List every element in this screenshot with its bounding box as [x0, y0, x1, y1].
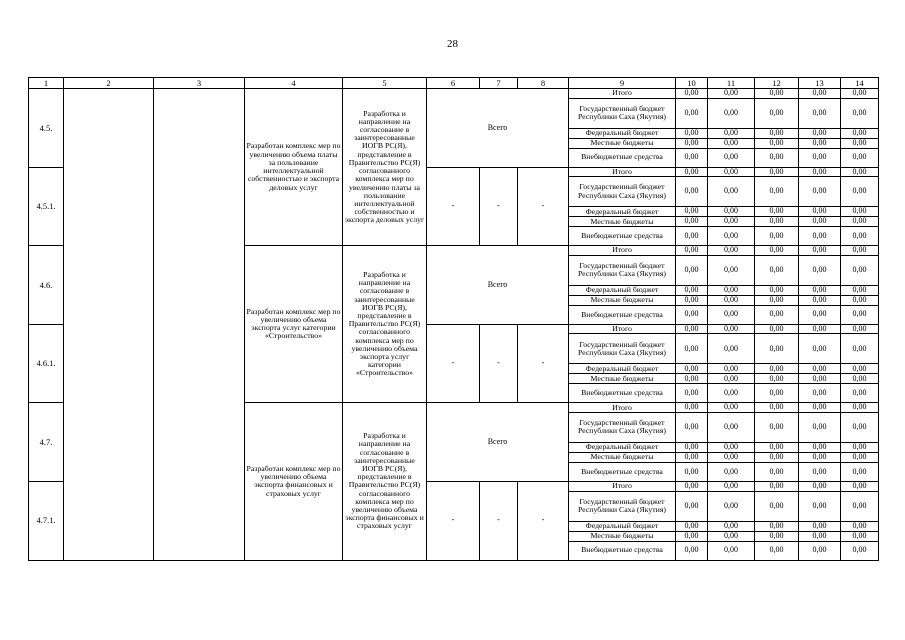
amount-cell: 0,00 [676, 374, 708, 384]
amount-cell: 0,00 [755, 167, 799, 177]
column-header: 4 [245, 78, 343, 89]
amount-cell: 0,00 [841, 541, 879, 560]
amount-cell: 0,00 [841, 148, 879, 167]
column-header: 12 [755, 78, 799, 89]
funding-source: Местные бюджеты [569, 531, 676, 541]
amount-cell: 0,00 [755, 452, 799, 462]
amount-cell: 0,00 [755, 521, 799, 531]
amount-cell: 0,00 [841, 255, 879, 285]
amount-cell: 0,00 [755, 374, 799, 384]
column-header: 13 [799, 78, 841, 89]
amount-cell: 0,00 [676, 541, 708, 560]
amount-cell: 0,00 [799, 462, 841, 481]
empty-cell [154, 89, 245, 561]
amount-cell: 0,00 [676, 98, 708, 128]
funding-source: Федеральный бюджет [569, 364, 676, 374]
amount-cell: 0,00 [841, 403, 879, 413]
activity-text: Разработка и направление на согласование в заинтересованные ИОГВ РС(Я), представление в Правительство РС(Я) согласованного комплекса мер по увеличению объема экспорта услуг категории «Строительство» [343, 246, 427, 403]
amount-cell: 0,00 [841, 442, 879, 452]
amount-cell: 0,00 [676, 364, 708, 374]
column-header: 10 [676, 78, 708, 89]
amount-cell: 0,00 [676, 167, 708, 177]
amount-cell: 0,00 [755, 531, 799, 541]
amount-cell: 0,00 [708, 452, 755, 462]
amount-cell: 0,00 [799, 227, 841, 246]
amount-cell: 0,00 [799, 521, 841, 531]
amount-cell: 0,00 [676, 521, 708, 531]
amount-cell: 0,00 [708, 217, 755, 227]
amount-cell: 0,00 [708, 255, 755, 285]
amount-cell: 0,00 [676, 207, 708, 217]
amount-cell: 0,00 [799, 384, 841, 403]
amount-cell: 0,00 [676, 491, 708, 521]
amount-cell: 0,00 [841, 521, 879, 531]
funding-source: Федеральный бюджет [569, 521, 676, 531]
amount-cell: 0,00 [799, 217, 841, 227]
funding-source: Местные бюджеты [569, 217, 676, 227]
funding-source: Итого [569, 246, 676, 256]
amount-cell: 0,00 [676, 531, 708, 541]
amount-cell: 0,00 [755, 295, 799, 305]
amount-cell: 0,00 [799, 412, 841, 442]
amount-cell: 0,00 [708, 285, 755, 295]
amount-cell: 0,00 [799, 285, 841, 295]
amount-cell: 0,00 [708, 148, 755, 167]
amount-cell: 0,00 [676, 217, 708, 227]
amount-cell: 0,00 [799, 541, 841, 560]
amount-cell: 0,00 [676, 412, 708, 442]
amount-cell: 0,00 [841, 452, 879, 462]
amount-cell: 0,00 [755, 177, 799, 207]
amount-cell: 0,00 [676, 255, 708, 285]
dash-cell: - [427, 481, 480, 560]
funding-source: Внебюджетные средства [569, 384, 676, 403]
total-label: Всего [427, 403, 569, 482]
table-row [29, 89, 879, 99]
amount-cell: 0,00 [755, 384, 799, 403]
amount-cell: 0,00 [755, 491, 799, 521]
amount-cell: 0,00 [841, 481, 879, 491]
amount-cell: 0,00 [799, 167, 841, 177]
funding-source: Внебюджетные средства [569, 462, 676, 481]
dash-cell: - [518, 167, 569, 246]
amount-cell: 0,00 [799, 148, 841, 167]
funding-source: Местные бюджеты [569, 295, 676, 305]
column-header: 3 [154, 78, 245, 89]
amount-cell: 0,00 [708, 138, 755, 148]
amount-cell: 0,00 [676, 177, 708, 207]
amount-cell: 0,00 [799, 295, 841, 305]
dash-cell: - [518, 324, 569, 403]
amount-cell: 0,00 [708, 98, 755, 128]
funding-source: Итого [569, 89, 676, 99]
amount-cell: 0,00 [841, 246, 879, 256]
amount-cell: 0,00 [841, 334, 879, 364]
dash-cell: - [480, 481, 518, 560]
amount-cell: 0,00 [755, 128, 799, 138]
funding-source: Местные бюджеты [569, 138, 676, 148]
amount-cell: 0,00 [708, 531, 755, 541]
amount-cell: 0,00 [799, 364, 841, 374]
amount-cell: 0,00 [708, 207, 755, 217]
amount-cell: 0,00 [755, 334, 799, 364]
amount-cell: 0,00 [708, 167, 755, 177]
amount-cell: 0,00 [676, 295, 708, 305]
amount-cell: 0,00 [755, 481, 799, 491]
amount-cell: 0,00 [708, 442, 755, 452]
funding-source: Государственный бюджет Республики Саха (Якутия) [569, 177, 676, 207]
amount-cell: 0,00 [841, 98, 879, 128]
funding-source: Федеральный бюджет [569, 442, 676, 452]
amount-cell: 0,00 [755, 148, 799, 167]
amount-cell: 0,00 [708, 481, 755, 491]
amount-cell: 0,00 [676, 305, 708, 324]
total-label: Всего [427, 246, 569, 325]
amount-cell: 0,00 [841, 412, 879, 442]
budget-table [28, 77, 879, 561]
amount-cell: 0,00 [676, 227, 708, 246]
amount-cell: 0,00 [841, 89, 879, 99]
amount-cell: 0,00 [708, 334, 755, 364]
amount-cell: 0,00 [676, 462, 708, 481]
amount-cell: 0,00 [755, 285, 799, 295]
funding-source: Государственный бюджет Республики Саха (Якутия) [569, 491, 676, 521]
measure-text: Разработан комплекс мер по увеличению объема экспорта услуг категории «Строительство» [245, 246, 343, 403]
amount-cell: 0,00 [676, 324, 708, 334]
funding-source: Федеральный бюджет [569, 207, 676, 217]
amount-cell: 0,00 [708, 364, 755, 374]
column-header: 1 [29, 78, 64, 89]
amount-cell: 0,00 [841, 491, 879, 521]
amount-cell: 0,00 [841, 207, 879, 217]
total-label: Всего [427, 89, 569, 168]
amount-cell: 0,00 [841, 305, 879, 324]
amount-cell: 0,00 [755, 324, 799, 334]
amount-cell: 0,00 [799, 305, 841, 324]
amount-cell: 0,00 [841, 531, 879, 541]
amount-cell: 0,00 [799, 324, 841, 334]
amount-cell: 0,00 [755, 246, 799, 256]
column-header: 2 [64, 78, 154, 89]
amount-cell: 0,00 [676, 246, 708, 256]
amount-cell: 0,00 [708, 246, 755, 256]
amount-cell: 0,00 [676, 384, 708, 403]
amount-cell: 0,00 [676, 481, 708, 491]
funding-source: Федеральный бюджет [569, 128, 676, 138]
dash-cell: - [427, 167, 480, 246]
amount-cell: 0,00 [676, 403, 708, 413]
item-code: 4.7.1. [29, 481, 64, 560]
amount-cell: 0,00 [841, 128, 879, 138]
amount-cell: 0,00 [799, 531, 841, 541]
amount-cell: 0,00 [841, 177, 879, 207]
dash-cell: - [427, 324, 480, 403]
amount-cell: 0,00 [841, 374, 879, 384]
amount-cell: 0,00 [841, 167, 879, 177]
amount-cell: 0,00 [799, 255, 841, 285]
funding-source: Итого [569, 403, 676, 413]
amount-cell: 0,00 [708, 128, 755, 138]
column-number-row [29, 78, 879, 89]
amount-cell: 0,00 [708, 305, 755, 324]
amount-cell: 0,00 [708, 324, 755, 334]
funding-source: Государственный бюджет Республики Саха (Якутия) [569, 255, 676, 285]
column-header: 14 [841, 78, 879, 89]
amount-cell: 0,00 [676, 128, 708, 138]
amount-cell: 0,00 [799, 334, 841, 364]
amount-cell: 0,00 [708, 412, 755, 442]
amount-cell: 0,00 [799, 98, 841, 128]
amount-cell: 0,00 [799, 442, 841, 452]
amount-cell: 0,00 [799, 491, 841, 521]
item-code: 4.6.1. [29, 324, 64, 403]
amount-cell: 0,00 [676, 138, 708, 148]
funding-source: Местные бюджеты [569, 374, 676, 384]
amount-cell: 0,00 [676, 89, 708, 99]
funding-source: Итого [569, 167, 676, 177]
amount-cell: 0,00 [708, 541, 755, 560]
amount-cell: 0,00 [708, 403, 755, 413]
activity-text: Разработка и направление на согласование в заинтересованные ИОГВ РС(Я), представление в Правительство РС(Я) согласованного комплекса мер по увеличению объема экспорта финансовых и страховых услуг [343, 403, 427, 560]
amount-cell: 0,00 [755, 255, 799, 285]
item-code: 4.5.1. [29, 167, 64, 246]
funding-source: Государственный бюджет Республики Саха (Якутия) [569, 98, 676, 128]
measure-text: Разработан комплекс мер по увеличению объема платы за пользование интеллектуальной собственностью и экспорта деловых услуг [245, 89, 343, 246]
funding-source: Внебюджетные средства [569, 148, 676, 167]
funding-source: Итого [569, 481, 676, 491]
amount-cell: 0,00 [708, 491, 755, 521]
amount-cell: 0,00 [755, 98, 799, 128]
column-header: 7 [480, 78, 518, 89]
amount-cell: 0,00 [676, 285, 708, 295]
measure-text: Разработан комплекс мер по увеличению объема экспорта финансовых и страховых услуг [245, 403, 343, 560]
item-code: 4.5. [29, 89, 64, 168]
amount-cell: 0,00 [799, 374, 841, 384]
empty-cell [64, 89, 154, 561]
page-number: 28 [447, 38, 458, 50]
amount-cell: 0,00 [755, 89, 799, 99]
amount-cell: 0,00 [676, 452, 708, 462]
dash-cell: - [480, 167, 518, 246]
column-header: 9 [569, 78, 676, 89]
amount-cell: 0,00 [708, 89, 755, 99]
amount-cell: 0,00 [708, 462, 755, 481]
amount-cell: 0,00 [841, 285, 879, 295]
amount-cell: 0,00 [755, 442, 799, 452]
item-code: 4.7. [29, 403, 64, 482]
amount-cell: 0,00 [799, 481, 841, 491]
amount-cell: 0,00 [676, 334, 708, 364]
amount-cell: 0,00 [841, 364, 879, 374]
amount-cell: 0,00 [755, 227, 799, 246]
amount-cell: 0,00 [799, 128, 841, 138]
amount-cell: 0,00 [755, 541, 799, 560]
amount-cell: 0,00 [799, 138, 841, 148]
funding-source: Федеральный бюджет [569, 285, 676, 295]
amount-cell: 0,00 [708, 295, 755, 305]
column-header: 8 [518, 78, 569, 89]
amount-cell: 0,00 [841, 324, 879, 334]
amount-cell: 0,00 [755, 207, 799, 217]
amount-cell: 0,00 [708, 227, 755, 246]
amount-cell: 0,00 [841, 138, 879, 148]
amount-cell: 0,00 [841, 227, 879, 246]
dash-cell: - [480, 324, 518, 403]
amount-cell: 0,00 [755, 462, 799, 481]
funding-source: Внебюджетные средства [569, 305, 676, 324]
amount-cell: 0,00 [676, 442, 708, 452]
column-header: 5 [343, 78, 427, 89]
funding-source: Итого [569, 324, 676, 334]
funding-source: Государственный бюджет Республики Саха (Якутия) [569, 412, 676, 442]
funding-source: Местные бюджеты [569, 452, 676, 462]
amount-cell: 0,00 [708, 384, 755, 403]
amount-cell: 0,00 [799, 452, 841, 462]
activity-text: Разработка и направление на согласование в заинтересованные ИОГВ РС(Я), представление в Правительство РС(Я) согласованного комплекса мер по увеличению платы за пользование интеллектуальной собственностью и экспорта деловых услуг [343, 89, 427, 246]
amount-cell: 0,00 [799, 207, 841, 217]
amount-cell: 0,00 [841, 462, 879, 481]
amount-cell: 0,00 [755, 412, 799, 442]
funding-source: Государственный бюджет Республики Саха (Якутия) [569, 334, 676, 364]
amount-cell: 0,00 [755, 305, 799, 324]
amount-cell: 0,00 [676, 148, 708, 167]
amount-cell: 0,00 [799, 89, 841, 99]
funding-source: Внебюджетные средства [569, 227, 676, 246]
amount-cell: 0,00 [799, 177, 841, 207]
column-header: 11 [708, 78, 755, 89]
funding-source: Внебюджетные средства [569, 541, 676, 560]
amount-cell: 0,00 [708, 177, 755, 207]
dash-cell: - [518, 481, 569, 560]
amount-cell: 0,00 [841, 384, 879, 403]
column-header: 6 [427, 78, 480, 89]
amount-cell: 0,00 [841, 217, 879, 227]
amount-cell: 0,00 [755, 403, 799, 413]
amount-cell: 0,00 [755, 217, 799, 227]
amount-cell: 0,00 [708, 374, 755, 384]
item-code: 4.6. [29, 246, 64, 325]
amount-cell: 0,00 [799, 246, 841, 256]
amount-cell: 0,00 [755, 138, 799, 148]
amount-cell: 0,00 [799, 403, 841, 413]
amount-cell: 0,00 [755, 364, 799, 374]
amount-cell: 0,00 [841, 295, 879, 305]
amount-cell: 0,00 [708, 521, 755, 531]
